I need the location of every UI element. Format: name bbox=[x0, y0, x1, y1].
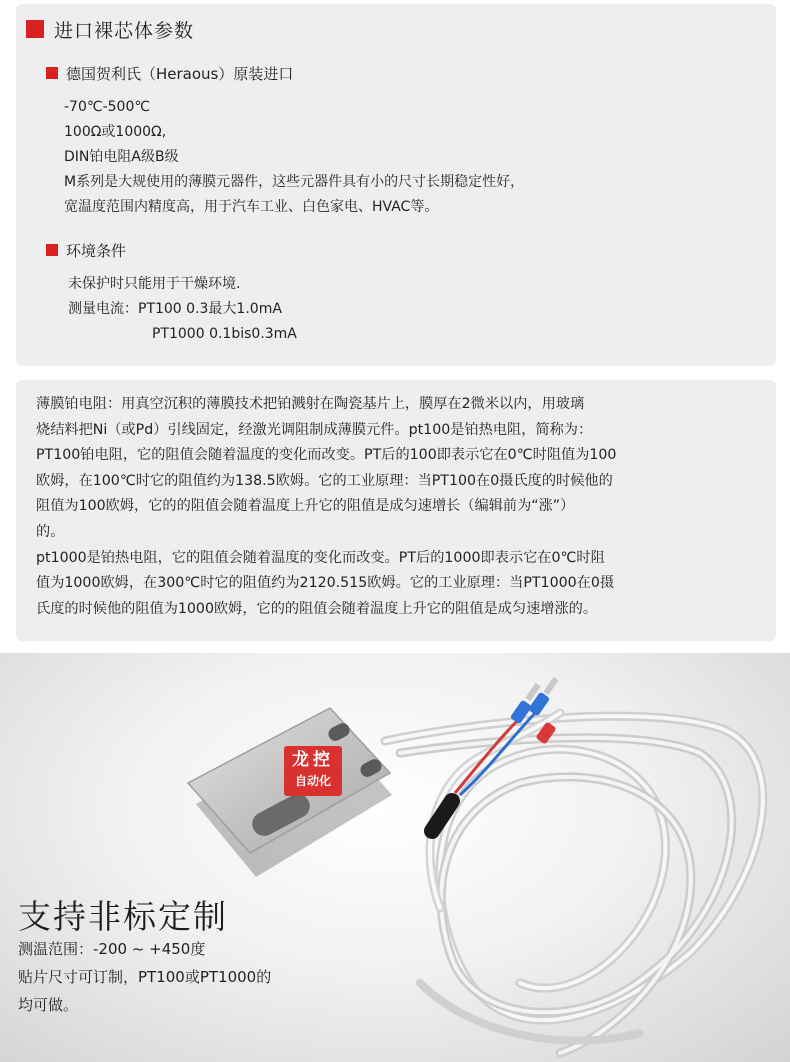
description-text bbox=[36, 392, 766, 622]
red-square-icon bbox=[46, 244, 58, 256]
description-line: 氏度的时候他的阻值为1000欧姆，它的的阻值会随着温度上升它的阻值是成匀速增涨的。 bbox=[36, 600, 598, 617]
custom-title: 支持非标定制 bbox=[18, 897, 228, 936]
product-photo bbox=[0, 653, 790, 1062]
custom-info bbox=[18, 935, 271, 1019]
brand-name: 龙控 bbox=[292, 750, 334, 770]
red-square-icon bbox=[46, 67, 58, 79]
custom-info-line: 贴片尺寸可订制，PT100或PT1000的 bbox=[18, 968, 272, 986]
description-line: PT100铂电阻，它的阻值会随着温度的变化而改变。PT后的100即表示它在0℃时阻值为100 bbox=[36, 447, 617, 464]
description-panel bbox=[16, 380, 776, 641]
spec-line: -70℃-500℃ bbox=[64, 99, 151, 115]
description-line: 的。 bbox=[36, 523, 65, 540]
spec-line: DIN铂电阻A级B级 bbox=[64, 149, 179, 165]
environment-subtitle-text: 环境条件 bbox=[66, 241, 127, 260]
spec-line: M系列是大规使用的薄膜元器件，这些元器件具有小的尺寸长期稳定性好， bbox=[64, 174, 525, 190]
cable-coils bbox=[385, 713, 763, 1053]
description-line: 值为1000欧姆，在300℃时它的阻值约为2120.515欧姆。它的工业原理：当PT1000在0摄 bbox=[36, 575, 615, 592]
chip-parameters-panel bbox=[16, 4, 776, 366]
description-line: 薄膜铂电阻：用真空沉积的薄膜技术把铂溅射在陶瓷基片上，膜厚在2微米以内，用玻璃 bbox=[36, 396, 585, 412]
custom-info-line: 均可做。 bbox=[18, 996, 79, 1014]
red-square-icon bbox=[26, 20, 44, 38]
brand-watermark bbox=[284, 746, 342, 796]
section-title bbox=[26, 16, 194, 42]
spec-list bbox=[64, 95, 524, 220]
environment-subtitle bbox=[46, 239, 126, 261]
section-title-text: 进口裸芯体参数 bbox=[54, 19, 195, 42]
description-line: 阻值为100欧姆，它的的阻值会随着温度上升它的阻值是成匀速增长（编辑前为“涨”） bbox=[36, 498, 575, 515]
custom-info-line: 测温范围：-200 ~ +450度 bbox=[18, 940, 206, 958]
environment-line: 测量电流：PT100 0.3最大1.0mA bbox=[68, 301, 282, 317]
environment-line: 未保护时只能用于干燥环境. bbox=[68, 276, 241, 292]
spec-line: 100Ω或1000Ω, bbox=[64, 124, 167, 140]
brand-subname: 自动化 bbox=[294, 774, 331, 788]
description-line: 烧结料把Ni（或Pd）引线固定，经激光调阻制成薄膜元件。pt100是铂热电阻，简称为： bbox=[36, 421, 593, 438]
description-line: pt1000是铂热电阻，它的阻值会随着温度的变化而改变。PT后的1000即表示它在0℃时阻 bbox=[36, 549, 605, 566]
environment-list bbox=[68, 272, 297, 347]
origin-subtitle-text: 德国贺利氏（Heraous）原装进口 bbox=[66, 64, 294, 83]
description-line: 欧姆，在100℃时它的阻值约为138.5欧姆。它的工业原理：当PT100在0摄氏度的时候他的 bbox=[36, 472, 613, 489]
environment-line: PT1000 0.1bis0.3mA bbox=[152, 326, 297, 342]
origin-subtitle bbox=[46, 62, 293, 84]
spec-line: 宽温度范围内精度高，用于汽车工业、白色家电、HVAC等。 bbox=[64, 199, 439, 215]
